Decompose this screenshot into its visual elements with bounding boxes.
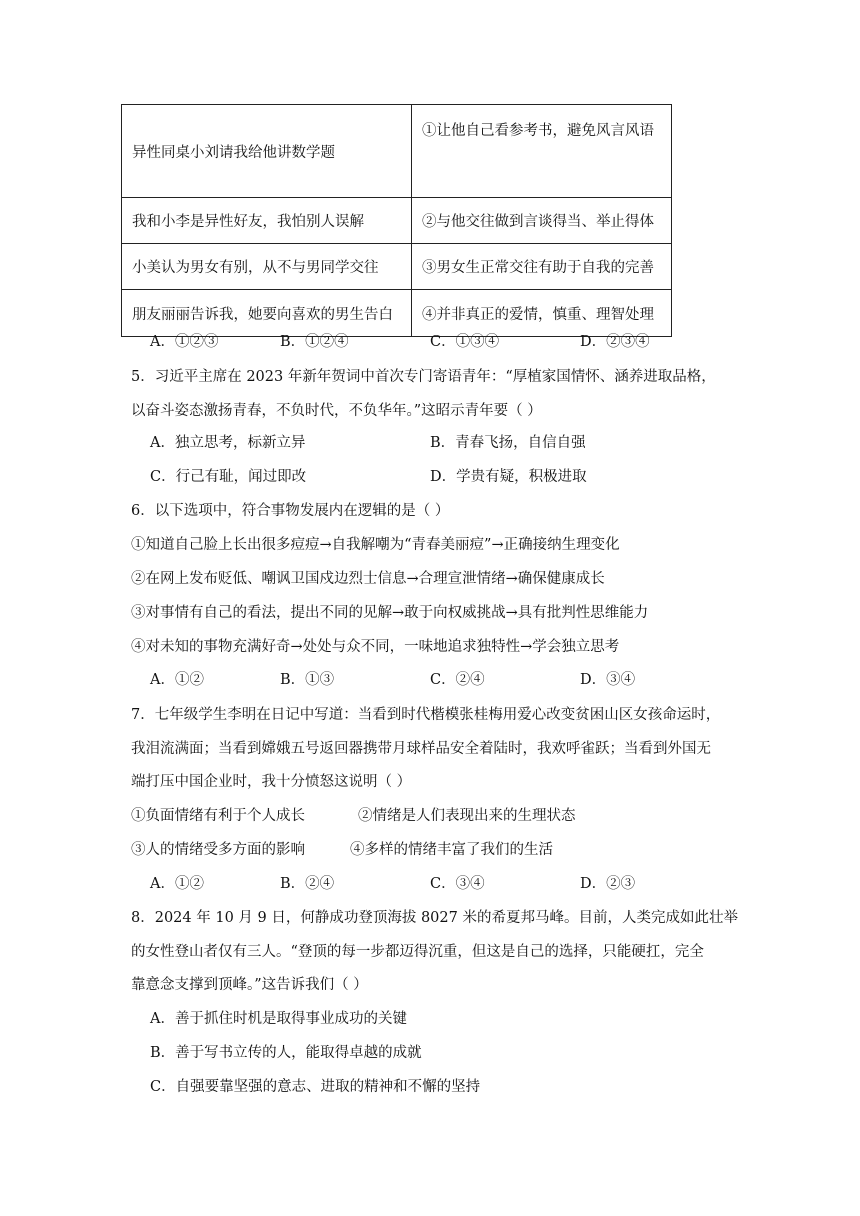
q6-item: ②在网上发布贬低、嘲讽卫国戍边烈士信息→合理宣泄情绪→确保健康成长 — [131, 571, 605, 587]
q6-item: ①知道自己脸上长出很多痘痘→自我解嘲为“青春美丽痘”→正确接纳生理变化 — [131, 537, 620, 553]
q8-stem-line: 8．2024 年 10 月 9 日，何静成功登顶海拔 8027 米的希夏邦马峰。目前，人类完成如此壮举 — [131, 910, 738, 926]
matching-table — [121, 104, 672, 337]
q5-option-c: C．行己有耻，闻过即改 — [150, 469, 307, 485]
q4-option-c: C．①③④ — [430, 334, 500, 350]
q8-option-c: C．自强要靠坚强的意志、进取的精神和不懈的坚持 — [150, 1079, 481, 1095]
q8-stem-line: 靠意念支撑到顶峰。”这告诉我们（ ） — [131, 977, 368, 993]
table-cell-response: ③男女生正常交往有助于自我的完善 — [412, 244, 672, 290]
q8-option-a: A．善于抓住时机是取得事业成功的关键 — [150, 1011, 407, 1027]
table-cell-situation: 小美认为男女有别，从不与男同学交往 — [122, 244, 412, 290]
q7-stem-line: 端打压中国企业时，我十分愤怒这说明（ ） — [131, 774, 412, 790]
q6-option-c: C．②④ — [430, 672, 485, 688]
q4-option-a: A．①②③ — [150, 334, 219, 350]
table-row — [122, 244, 672, 290]
q7-stem-line: 我泪流满面；当看到嫦娥五号返回器携带月球样品安全着陆时，我欢呼雀跃；当看到外国无 — [131, 741, 711, 757]
q7-option-a: A．①② — [150, 876, 204, 892]
q6-item: ③对事情有自己的看法，提出不同的见解→敢于向权威挑战→具有批判性思维能力 — [131, 605, 649, 621]
q5-option-a: A．独立思考，标新立异 — [150, 435, 306, 451]
q7-item: ④多样的情绪丰富了我们的生活 — [350, 842, 553, 858]
q5-option-d: D．学贵有疑，积极进取 — [430, 469, 587, 485]
table-cell-response: ①让他自己看参考书，避免风言风语 — [412, 105, 672, 198]
q7-option-c: C．③④ — [430, 876, 485, 892]
q6-option-d: D．③④ — [580, 672, 636, 688]
table-cell-response: ②与他交往做到言谈得当、举止得体 — [412, 198, 672, 244]
q7-option-d: D．②③ — [580, 876, 636, 892]
q7-item: ①负面情绪有利于个人成长 — [131, 808, 305, 824]
table-cell-situation: 异性同桌小刘请我给他讲数学题 — [122, 105, 412, 198]
q5-option-b: B．青春飞扬，自信自强 — [430, 435, 586, 451]
table-row — [122, 105, 672, 198]
q7-stem-line: 7．七年级学生李明在日记中写道：当看到时代楷模张桂梅用爱心改变贫困山区女孩命运时， — [131, 707, 721, 723]
q6-item: ④对未知的事物充满好奇→处处与众不同，一味地追求独特性→学会独立思考 — [131, 639, 620, 655]
table-cell-response: ④并非真正的爱情，慎重、理智处理 — [412, 290, 672, 337]
q8-stem-line: 的女性登山者仅有三人。“登顶的每一步都迈得沉重，但这是自己的选择，只能硬扛，完全 — [131, 944, 704, 960]
table-row — [122, 198, 672, 244]
q7-item: ③人的情绪受多方面的影响 — [131, 842, 305, 858]
q5-stem-line: 以奋斗姿态激扬青春，不负时代，不负华年。”这昭示青年要（ ） — [131, 403, 542, 419]
table-cell-situation: 朋友丽丽告诉我，她要向喜欢的男生告白 — [122, 290, 412, 337]
q4-option-d: D．②③④ — [580, 334, 650, 350]
q7-option-b: B．②④ — [280, 876, 335, 892]
q6-option-a: A．①② — [150, 672, 204, 688]
q6-option-b: B．①③ — [280, 672, 335, 688]
q5-stem-line: 5．习近平主席在 2023 年新年贺词中首次专门寄语青年：“厚植家国情怀、涵养进取品格， — [131, 369, 716, 385]
q8-option-b: B．善于写书立传的人，能取得卓越的成就 — [150, 1045, 422, 1061]
q6-stem: 6．以下选项中，符合事物发展内在逻辑的是（ ） — [131, 503, 450, 519]
table-cell-situation: 我和小李是异性好友，我怕别人误解 — [122, 198, 412, 244]
q7-item: ②情绪是人们表现出来的生理状态 — [358, 808, 576, 824]
q4-option-b: B．①②④ — [280, 334, 349, 350]
